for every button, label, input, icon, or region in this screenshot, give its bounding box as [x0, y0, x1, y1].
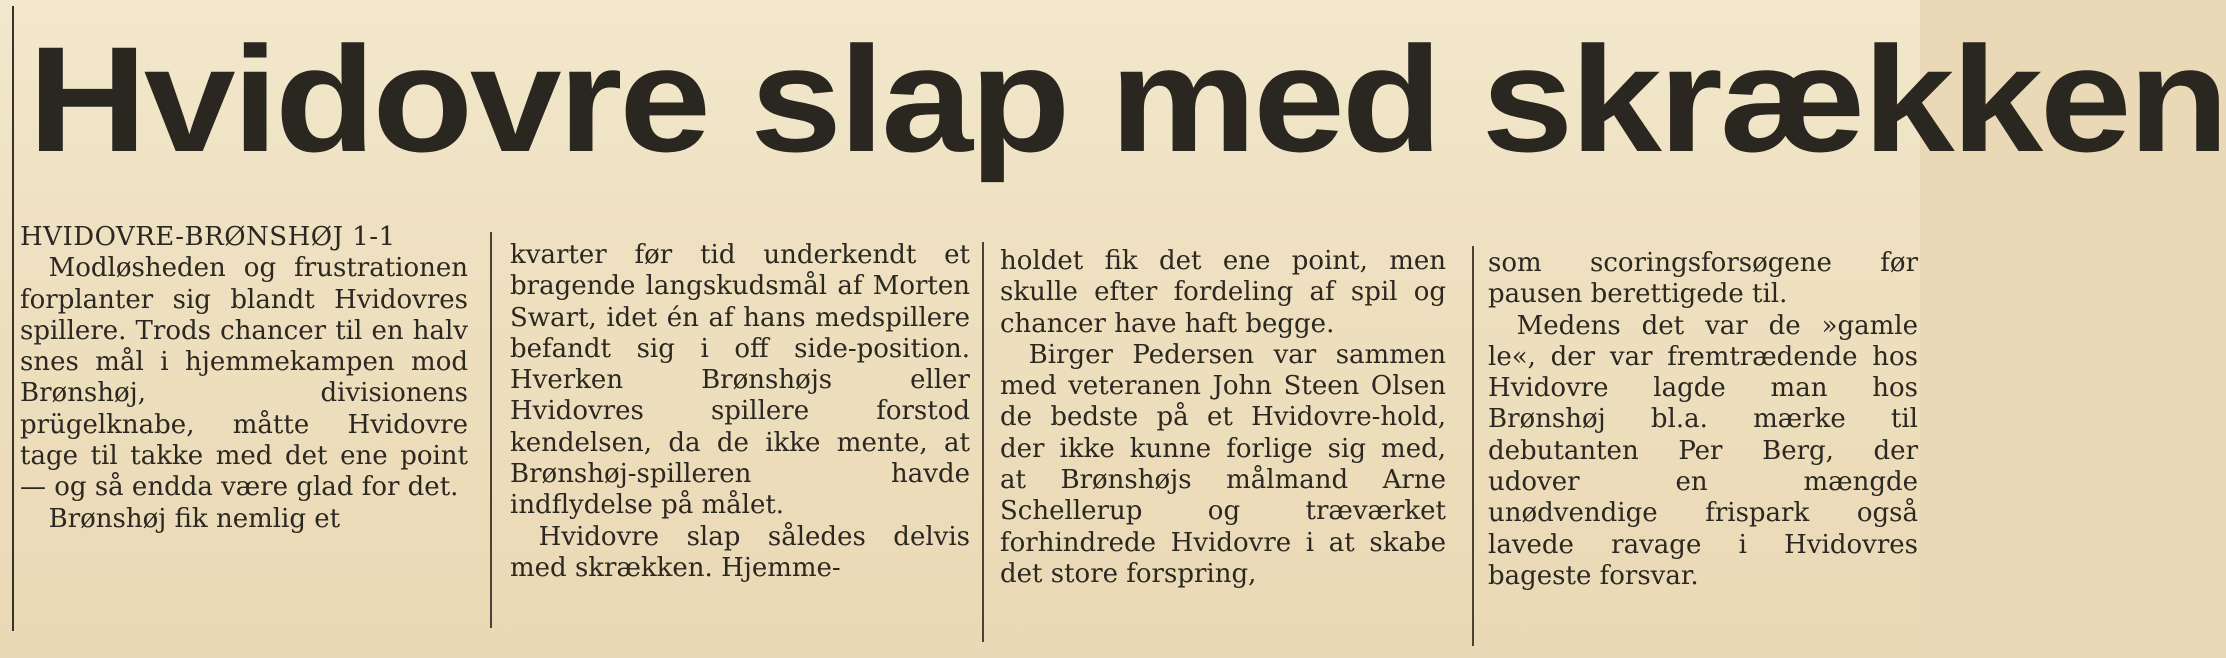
column-divider	[490, 232, 492, 628]
paragraph: Birger Pedersen var sammen med veteranen John Steen Olsen de bedste på et Hvidovre-hold, der ikke kunne forlige sig med, at Brønshøjs målmand Arne Schellerup og træværket forhindrede Hvidovre i at skabe det store forspring,	[1000, 339, 1446, 589]
column-2	[510, 240, 970, 650]
column-divider	[982, 242, 984, 642]
paragraph: holdet fik det ene point, men skulle efter fordeling af spil og chancer have haft begge.	[1000, 246, 1446, 339]
paragraph: kvarter før tid underkendt et bragende langskudsmål af Morten Swart, idet én af hans medspillere befandt sig i off side-position. Hverken Brønshøjs eller Hvidovres spillere forstod kendelsen, da de ikke mente, at Brønshøj-spilleren havde indflydelse på målet.	[510, 240, 970, 521]
paragraph: Medens det var de »gamle le«, der var fremtrædende hos Hvidovre lagde man hos Brønshøj bl.a. mærke til debutanten Per Berg, der udover en mængde unødvendige frispark også lavede ravage i Hvidovres bageste forsvar.	[1488, 310, 1918, 591]
left-border-rule	[12, 6, 14, 631]
paragraph: som scoringsforsøgene før pausen berettigede til.	[1488, 248, 1918, 310]
paragraph: Hvidovre slap således delvis med skrækken. Hjemme-	[510, 521, 970, 583]
column-divider	[1472, 246, 1474, 646]
headline: Hvidovre slap med skrækken	[28, 15, 2226, 183]
column-3	[1000, 246, 1446, 656]
paragraph: Brønshøj fik nemlig et	[48, 503, 341, 534]
column-1	[20, 222, 468, 632]
article-body	[20, 222, 1918, 632]
dateline: HVIDOVRE-BRØNSHØJ 1-1	[20, 222, 396, 252]
paragraph: Modløsheden og frustrationen forplanter sig blandt Hvidovres spillere. Trods chancer til en halv snes mål i hjemmekampen mod Brønshøj, divisionens prügelknabe, måtte Hvidovre tage til takke med det ene point — og så endda være glad for det.	[20, 253, 468, 503]
column-4	[1488, 248, 1918, 658]
